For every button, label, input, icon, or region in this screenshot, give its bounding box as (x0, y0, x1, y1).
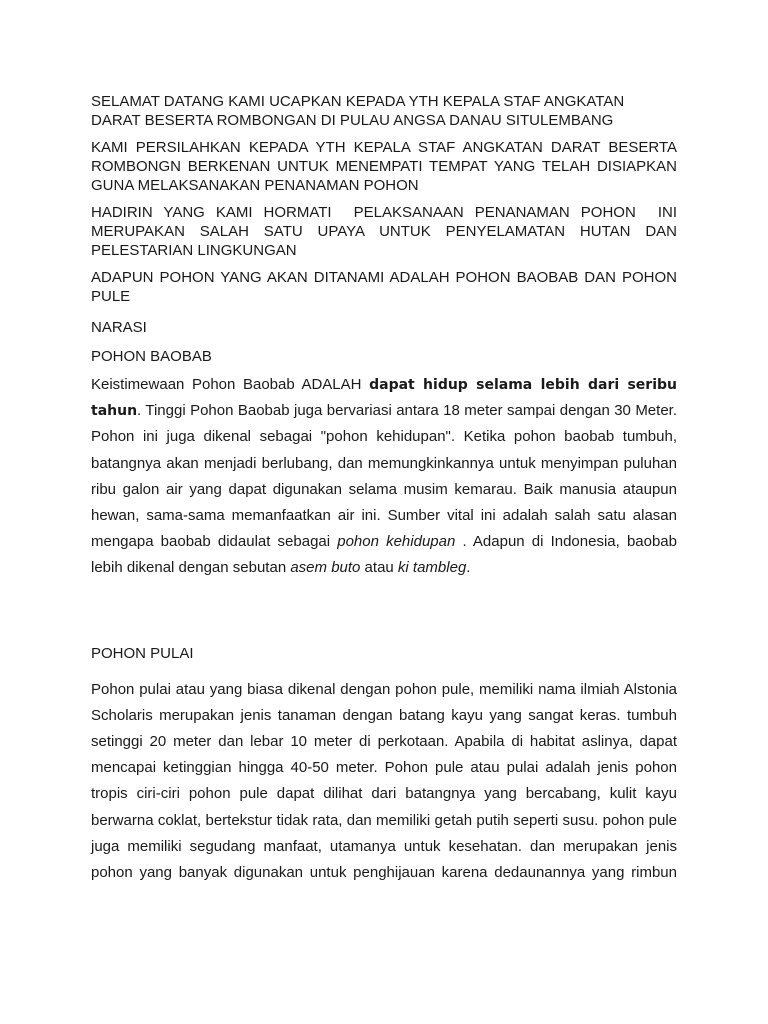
text-line: ROMBONGN BERKENAN UNTUK MENEMPATI TEMPAT YANG TELAH DISIAPKAN (91, 158, 677, 175)
text-line: KAMI PERSILAHKAN KEPADA YTH KEPALA STAF ANGKATAN DARAT BESERTA (91, 139, 677, 156)
baobab-text: . Tinggi Pohon Baobab juga bervariasi antara 18 meter sampai dengan 30 Meter. Pohon ini juga dikenal sebagai "pohon kehidupan". Ketika pohon baobab tumbuh, batangnya akan menjadi berlubang, dan memungkinkannya untuk menyimpan puluhan ribu galon air yang dapat digunakan selama musim kemarau. Baik manusia ataupun hewan, sama-sama memanfaatkan air ini. Sumber vital ini adalah salah satu alasan mengapa baobab didaulat sebagai (91, 402, 677, 551)
baobab-text: . Adapun di Indonesia, baobab lebih dikenal dengan sebutan (91, 533, 677, 577)
baobab-italic-text: asem buto (290, 559, 361, 577)
baobab-paragraph (91, 372, 677, 582)
audience-paragraph (91, 203, 677, 260)
pulai-paragraph: Pohon pulai atau yang biasa dikenal dengan pohon pule, memiliki nama ilmiah Alstonia Scholaris merupakan jenis tanaman dengan batang kayu yang sangat keras. tumbuh setinggi 20 meter dan lebar 10 meter di perkotaan. Apabila di habitat aslinya, dapat mencapai ketinggian hingga 40-50 meter. Pohon pule atau pulai adalah jenis pohon tropis ciri-ciri pohon pule dapat dilihat dari batangnya yang bercabang, kulit kayu berwarna coklat, bertekstur tidak rata, dan memiliki getah putih seperti susu. pohon pule juga memiliki segudang manfaat, utamanya untuk kesehatan. dan merupakan jenis pohon yang banyak digunakan untuk penghijauan karena dedaunannya yang rimbun (91, 680, 677, 882)
text-line: SELAMAT DATANG KAMI UCAPKAN KEPADA YTH KEPALA STAF ANGKATAN (91, 93, 625, 110)
baobab-italic-text: ki tambleg (397, 559, 467, 577)
baobab-italic-text: pohon kehidupan (337, 533, 456, 551)
baobab-bold-text: dapat hidup selama lebih dari seribu tahun (91, 377, 677, 420)
text-line: DARAT BESERTA ROMBONGAN DI PULAU ANGSA DANAU SITULEMBANG (91, 112, 614, 129)
text-line: MERUPAKAN SALAH SATU UPAYA UNTUK PENYELAMATAN HUTAN DAN (91, 223, 677, 240)
text-line: PELESTARIAN LINGKUNGAN (91, 242, 297, 259)
baobab-text: Keistimewaan Pohon Baobab ADALAH (91, 376, 370, 393)
pulai-heading: POHON PULAI (91, 644, 194, 662)
welcome-paragraph (91, 92, 677, 130)
baobab-heading: POHON BAOBAB (91, 348, 212, 365)
document-page (91, 92, 677, 886)
baobab-text: atau (360, 559, 398, 577)
text-line: HADIRIN YANG KAMI HORMATI PELAKSANAAN PENANAMAN POHON INI (91, 204, 677, 221)
narasi-heading: NARASI (91, 319, 147, 336)
text-line: GUNA MELAKSANAKAN PENANAMAN POHON (91, 177, 419, 194)
text-line: ADAPUN POHON YANG AKAN DITANAMI ADALAH POHON BAOBAB DAN POHON (91, 269, 677, 286)
invitation-paragraph (91, 138, 677, 195)
text-line: PULE (91, 288, 131, 305)
baobab-text: . (466, 559, 471, 577)
trees-paragraph (91, 268, 677, 306)
